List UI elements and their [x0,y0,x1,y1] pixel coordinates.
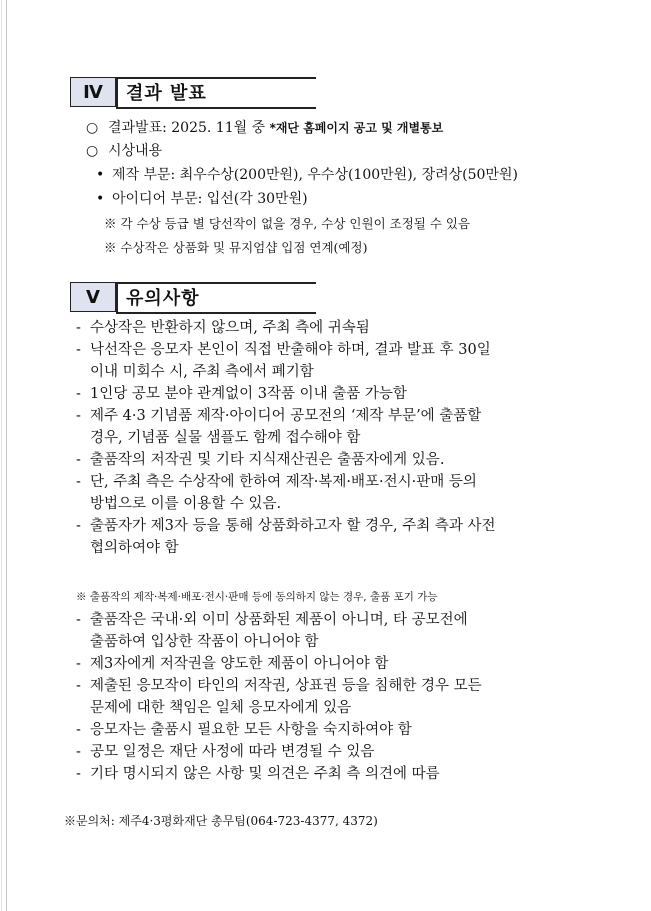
dash-bullet-icon: - [76,452,81,468]
precaution-text: 제주 4·3 기념품 제작·아이디어 공모전의 ‘제작 부문’에 출품할 [90,408,482,424]
award-note-2: ※ 수상작은 상품화 및 뮤지엄샵 입점 연계(예정) [104,240,368,255]
precaution-line [76,632,319,652]
dash-bullet-icon: - [76,408,81,424]
precaution-text: 낙선작은 응모자 본인이 직접 반출해야 하며, 결과 발표 후 30일 [90,342,491,358]
dash-bullet-icon: - [76,518,81,534]
precaution-line [76,720,412,740]
precaution-line [76,450,444,470]
precaution-line [76,742,374,762]
result-announcement-item: ○ 결과발표: 2025. 11월 중 *재단 홈페이지 공고 및 개별통보 [86,120,444,136]
dot-bullet-icon: • [96,191,105,207]
circle-bullet-icon: ○ [86,120,99,136]
precaution-line [76,494,281,514]
precaution-text: 출품자가 제3자 등을 통해 상품화하고자 할 경우, 주최 측과 사전 [90,518,496,534]
section-4-numeral: Ⅳ [70,77,116,107]
consent-note: ※ 출품작의 제작·복제·배포·전시·판매 등에 동의하지 않는 경우, 출품 포기 가능 [76,591,438,603]
idea-award-item: • 아이디어 부문: 입선(각 30만원) [96,191,308,207]
dot-bullet-icon: • [96,167,105,183]
section-5-numeral: Ⅴ [70,282,116,312]
precaution-line [76,654,388,674]
precaution-line [76,384,407,404]
dash-bullet-icon: - [76,744,81,760]
precaution-text: 1인당 공모 분야 관계없이 3작품 이내 출품 가능함 [90,386,407,402]
dash-bullet-icon: - [76,766,81,782]
circle-bullet-icon: ○ [86,143,99,159]
precaution-text: 협의하여야 함 [90,540,179,556]
dash-bullet-icon: - [76,474,81,490]
contact-info: ※문의처: 제주4·3평화재단 총무팀(064-723-4377, 4372) [64,814,378,828]
precaution-line [76,318,370,338]
precaution-text: 단, 주최 측은 수상작에 한하여 제작·복제·배포·전시·판매 등의 [90,474,477,490]
precaution-text: 문제에 대한 책임은 일체 응모자에게 있음 [90,700,352,716]
dash-bullet-icon: - [76,656,81,672]
precaution-line [76,340,491,360]
precaution-text: 이내 미회수 시, 주최 측에서 폐기함 [90,364,314,380]
precaution-line [76,764,440,784]
precaution-text: 기타 명시되지 않은 사항 및 의견은 주최 측 의견에 따름 [90,766,440,782]
precaution-line [76,610,468,630]
page-edge-shadow [1,0,2,911]
precaution-text: 공모 일정은 재단 사정에 따라 변경될 수 있음 [90,744,375,760]
precaution-text: 제출된 응모작이 타인의 저작권, 상표권 등을 침해한 경우 모든 [90,678,482,694]
precaution-line [76,516,496,536]
precaution-text: 수상작은 반환하지 않으며, 주최 측에 귀속됨 [90,320,370,336]
precaution-line [76,362,314,382]
precaution-text: 출품작은 국내·외 이미 상품화된 제품이 아니며, 타 공모전에 [90,612,468,628]
precaution-text: 제3자에게 저작권을 양도한 제품이 아니어야 함 [90,656,389,672]
page-edge [6,0,7,911]
dash-bullet-icon: - [76,386,81,402]
precaution-line [76,698,351,718]
precaution-text: 방법으로 이를 이용할 수 있음. [90,496,282,512]
section-5-header [70,282,316,314]
precaution-line [76,676,482,696]
section-4-title: 결과 발표 [126,83,207,104]
precaution-line [76,428,360,448]
precaution-line [76,538,179,558]
section-4-header [70,77,316,109]
precaution-line [76,406,481,426]
award-note-1: ※ 각 수상 등급 별 당선작이 없을 경우, 수상 인원이 조정될 수 있음 [104,216,471,231]
precaution-text: 출품작의 저작권 및 기타 지식재산권은 출품자에게 있음. [90,452,445,468]
dash-bullet-icon: - [76,678,81,694]
precaution-line [76,472,477,492]
precaution-text: 출품하여 입상한 작품이 아니어야 함 [90,634,319,650]
dash-bullet-icon: - [76,722,81,738]
production-award-item: • 제작 부문: 최우수상(200만원), 우수상(100만원), 장려상(50만원) [96,167,518,183]
dash-bullet-icon: - [76,342,81,358]
award-content-item: ○ 시상내용 [86,143,163,159]
announcement-emphasis: *재단 홈페이지 공고 및 개별통보 [269,121,444,135]
precaution-text: 응모자는 출품시 필요한 모든 사항을 숙지하여야 함 [90,722,412,738]
precaution-text: 경우, 기념품 실물 샘플도 함께 접수해야 함 [90,430,361,446]
dash-bullet-icon: - [76,320,81,336]
section-5-title: 유의사항 [126,288,200,309]
dash-bullet-icon: - [76,612,81,628]
